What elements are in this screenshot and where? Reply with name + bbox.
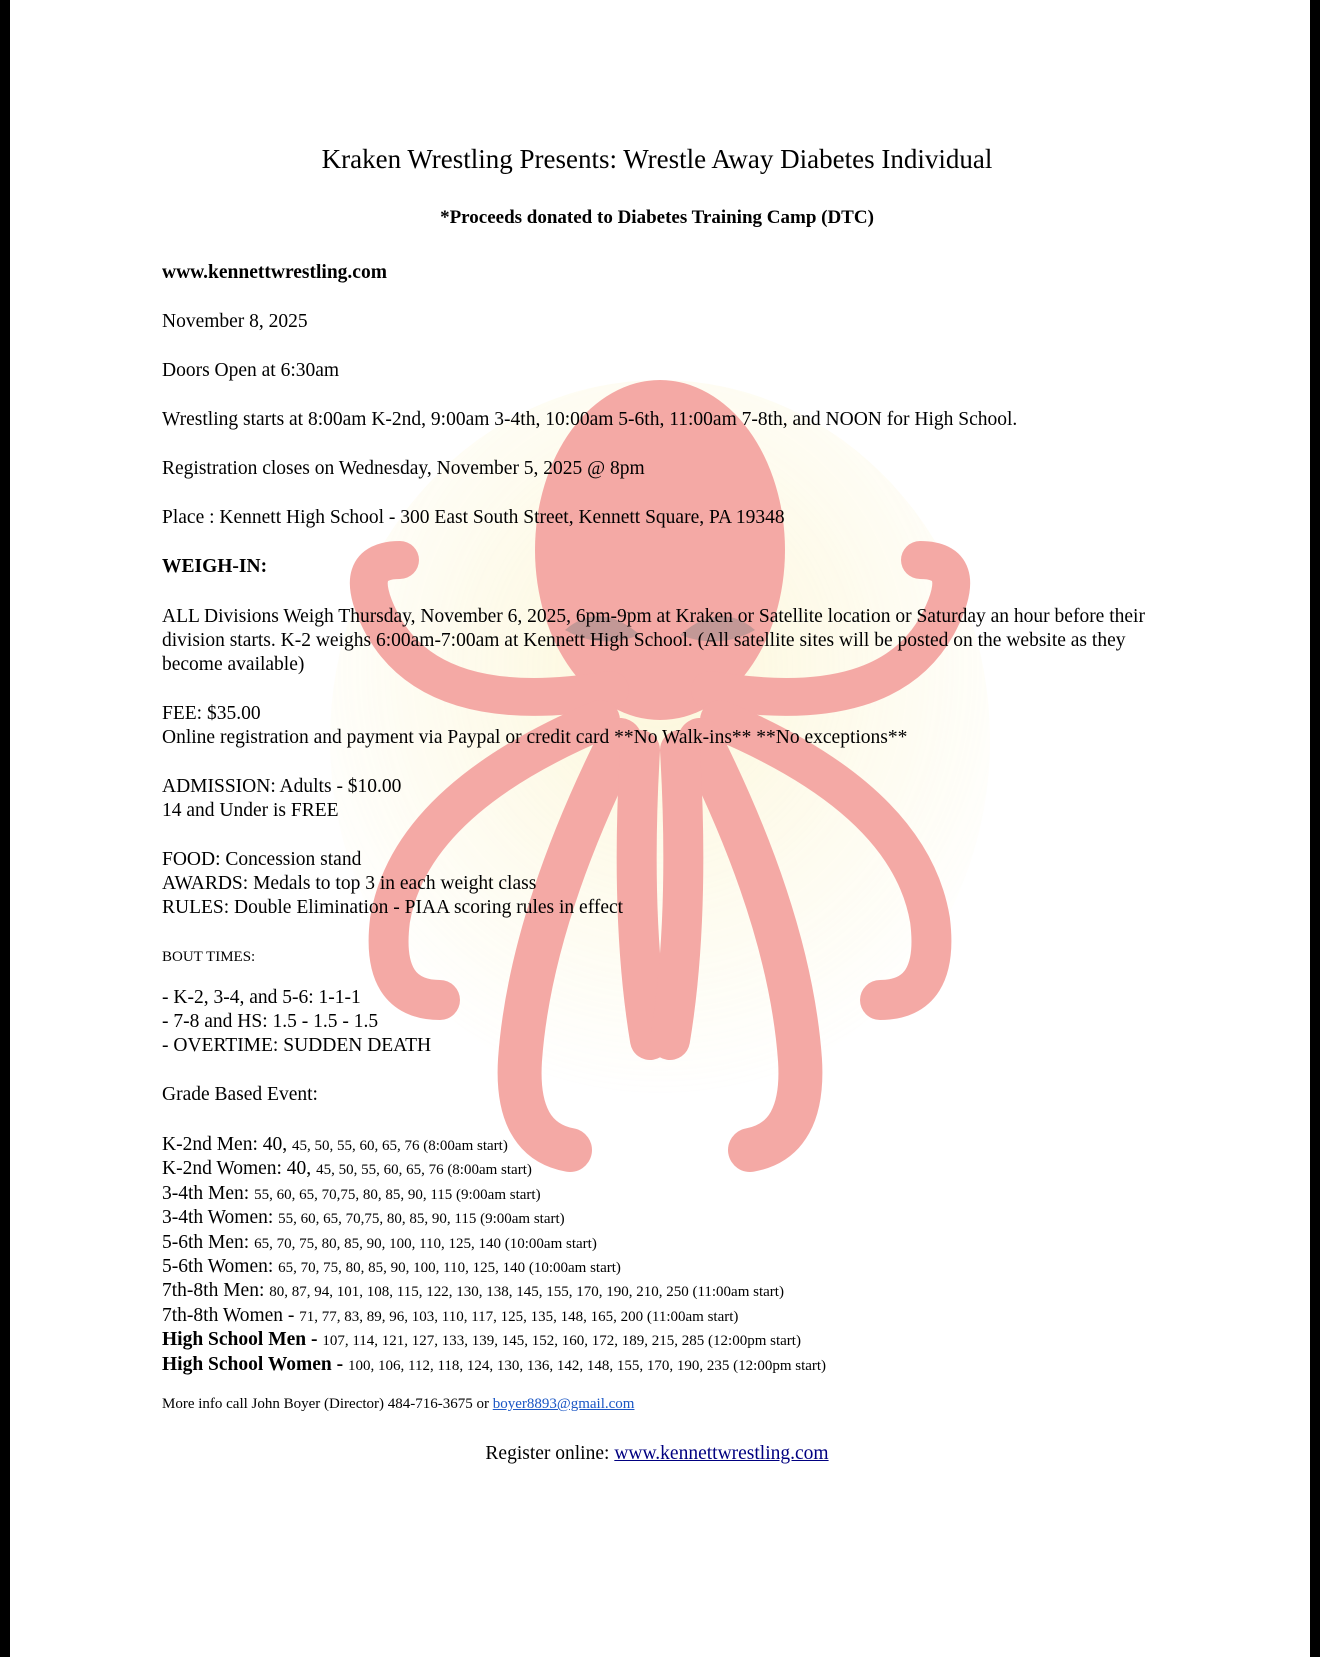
weight-class-row [162, 1231, 1172, 1255]
weight-class-row [162, 1255, 1172, 1279]
fee-note: Online registration and payment via Paypal or credit card **No Walk-ins** **No exceptions** [162, 727, 908, 748]
weight-class-row [162, 1206, 1172, 1230]
weight-class-values: 107, 114, 121, 127, 133, 139, 145, 152, 160, 172, 189, 215, 285 (12:00pm start) [322, 1333, 801, 1350]
bout-time-item: - 7-8 and HS: 1.5 - 1.5 - 1.5 [162, 1011, 379, 1032]
page-title: Kraken Wrestling Presents: Wrestle Away Diabetes Individual [321, 144, 993, 174]
weight-class-label: 5-6th Women: [162, 1255, 279, 1277]
admission-note: 14 and Under is FREE [162, 800, 339, 821]
info-section [162, 848, 1172, 920]
weight-class-row [162, 1279, 1172, 1303]
register-label: Register online: [485, 1443, 615, 1464]
awards-info: AWARDS: Medals to top 3 in each weight class [162, 873, 537, 894]
rules-info: RULES: Double Elimination - PIAA scoring rules in effect [162, 897, 624, 918]
weight-class-values: 45, 50, 55, 60, 65, 76 (8:00am start) [292, 1138, 508, 1154]
weigh-in-text: ALL Divisions Weigh Thursday, November 6, 2025, 6pm-9pm at Kraken or Satellite location or Saturday an hour before their division starts. K-2 weighs 6:00am-7:00am at Kennett High School. (All satellite sites will be posted on the website as they become available) [162, 606, 1145, 675]
register-line [162, 1443, 1152, 1465]
weight-class-label: 3-4th Men: [162, 1182, 255, 1204]
weight-class-label: 5-6th Men: [162, 1231, 255, 1253]
register-link[interactable]: www.kennettwrestling.com [614, 1443, 829, 1464]
more-info-text: More info call John Boyer (Director) 484-716-3675 or [162, 1396, 493, 1412]
weight-class-row [162, 1182, 1172, 1206]
admission-section [162, 775, 1172, 823]
bout-time-item: - OVERTIME: SUDDEN DEATH [162, 1035, 432, 1056]
weight-class-values: 65, 70, 75, 80, 85, 90, 100, 110, 125, 140 (10:00am start) [254, 1235, 597, 1252]
weight-class-label: High School Men - [162, 1329, 323, 1351]
bout-time-item: - K-2, 3-4, and 5-6: 1-1-1 [162, 987, 361, 1008]
weight-class-values: 55, 60, 65, 70,75, 80, 85, 90, 115 (9:00am start) [278, 1211, 565, 1228]
website-text: www.kennettwrestling.com [162, 262, 387, 283]
weight-class-values: 55, 60, 65, 70,75, 80, 85, 90, 115 (9:00am start) [254, 1186, 541, 1203]
doors-open: Doors Open at 6:30am [162, 360, 340, 381]
bout-times-list [162, 986, 1172, 1058]
weight-class-values: 45, 50, 55, 60, 65, 76 (8:00am start) [316, 1162, 532, 1179]
weight-class-label: 3-4th Women: [162, 1207, 279, 1229]
weight-class-values: 71, 77, 83, 89, 96, 103, 110, 117, 125, 135, 148, 165, 200 (11:00am start) [299, 1308, 739, 1325]
weigh-in-heading: WEIGH-IN: [162, 556, 268, 577]
weight-class-label: 7th-8th Women - [162, 1304, 300, 1326]
page-subtitle: *Proceeds donated to Diabetes Training Camp (DTC) [440, 207, 874, 228]
weight-class-row [162, 1157, 1172, 1181]
weight-class-values: 80, 87, 94, 101, 108, 115, 122, 130, 138, 145, 155, 170, 190, 210, 250 (11:00am start) [269, 1284, 784, 1301]
weight-class-row [162, 1304, 1172, 1328]
weight-class-label: K-2nd Women: 40, [162, 1158, 317, 1180]
weight-class-row [162, 1328, 1172, 1352]
weight-classes-list [162, 1133, 1172, 1377]
email-link[interactable]: boyer8893@gmail.com [492, 1396, 635, 1412]
weight-class-row [162, 1353, 1172, 1377]
weight-class-row [162, 1133, 1172, 1157]
weight-class-label: High School Women - [162, 1353, 349, 1375]
weight-class-values: 100, 106, 112, 118, 124, 130, 136, 142, 148, 155, 170, 190, 235 (12:00pm start) [348, 1357, 827, 1374]
weight-class-label: K-2nd Men: 40, [162, 1134, 292, 1155]
event-date: November 8, 2025 [162, 311, 308, 332]
registration-closes: Registration closes on Wednesday, November 5, 2025 @ 8pm [162, 458, 645, 479]
document-page [10, 0, 1310, 1657]
weight-class-label: 7th-8th Men: [162, 1280, 270, 1302]
food-info: FOOD: Concession stand [162, 849, 362, 870]
event-place: Place : Kennett High School - 300 East South Street, Kennett Square, PA 19348 [162, 507, 785, 528]
bout-times-heading: BOUT TIMES: [162, 949, 256, 965]
more-info-line [162, 1396, 634, 1413]
fee-section [162, 702, 1172, 750]
fee-amount: FEE: $35.00 [162, 703, 261, 724]
wrestling-start-times: Wrestling starts at 8:00am K-2nd, 9:00am 3-4th, 10:00am 5-6th, 11:00am 7-8th, and NOON for High School. [162, 409, 1018, 430]
admission-price: ADMISSION: Adults - $10.00 [162, 776, 402, 797]
weight-class-values: 65, 70, 75, 80, 85, 90, 100, 110, 125, 140 (10:00am start) [278, 1259, 621, 1276]
grade-based-heading: Grade Based Event: [162, 1084, 318, 1105]
